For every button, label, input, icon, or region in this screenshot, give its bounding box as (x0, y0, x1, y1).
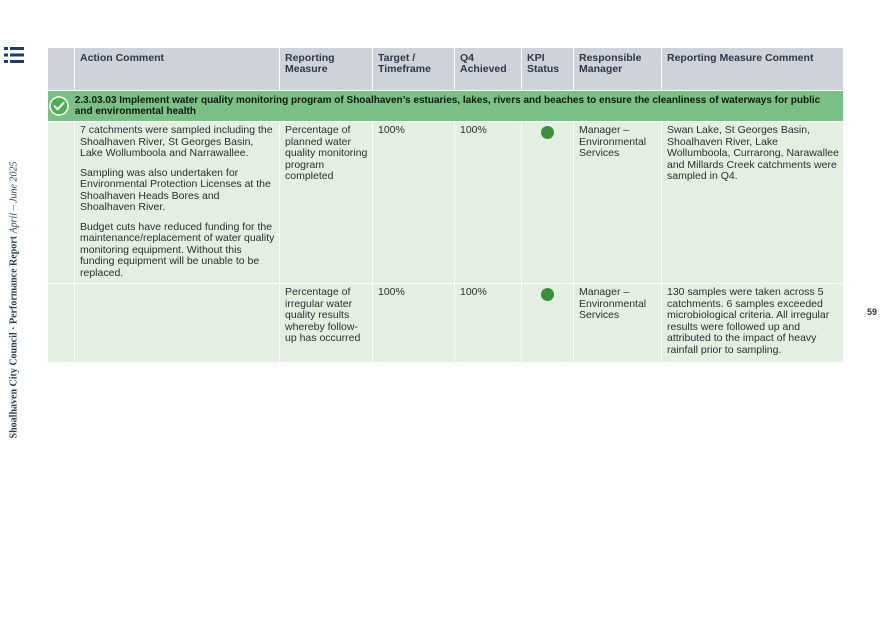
target-cell: 100% (372, 284, 454, 362)
row-gutter (48, 284, 74, 362)
measure-comment-cell: Swan Lake, St Georges Basin, Shoalhaven River, Lake Wollumboola, Currarong, Narawallee and Millards Creek catchments were sampled in Q4. (661, 122, 843, 283)
reporting-measure-cell: Percentage of planned water quality monitoring program completed (279, 122, 372, 283)
comment-paragraph: Sampling was also undertaken for Environmental Protection Licenses at the Shoalhaven Heads Bores and Shoalhaven River. (80, 166, 271, 213)
measure-comment-cell: 130 samples were taken across 5 catchments. 6 samples exceeded microbiological criteria. All irregular results were followed up and attributed to the impact of heavy rainfall prior to sampling. (661, 284, 843, 362)
list-menu-icon[interactable] (4, 46, 24, 64)
header-kpi-status: KPI Status (521, 48, 573, 90)
check-circle-icon (49, 96, 69, 116)
header-status-col (48, 48, 74, 90)
row-gutter (48, 122, 74, 283)
kpi-status-dot (541, 126, 554, 139)
action-row (48, 91, 843, 121)
table-header (48, 48, 843, 90)
action-comment-cell (74, 284, 279, 362)
kpi-status-cell (521, 122, 573, 283)
q4-achieved-cell: 100% (454, 122, 521, 283)
responsible-manager-cell: Manager – Environmental Services (573, 122, 661, 283)
page-number: 59 (867, 307, 878, 317)
q4-achieved-cell: 100% (454, 284, 521, 362)
target-cell: 100% (372, 122, 454, 283)
header-action-comment: Action Comment (74, 48, 279, 90)
action-title: 2.3.03.03 Implement water quality monitoring program of Shoalhaven’s estuaries, lakes, rivers and beaches to ensure the cleanliness of waterways for public and environmental health (74, 95, 821, 117)
kpi-status-dot (541, 288, 554, 301)
comment-paragraph: Budget cuts have reduced funding for the maintenance/replacement of water quality monitoring equipment. Without this funding equipment will be unable to be replaced. (80, 220, 275, 279)
table-row (48, 283, 843, 362)
report-period: April – June 2025 (8, 161, 20, 234)
header-reporting-measure: Reporting Measure (279, 48, 372, 90)
report-running-title (9, 162, 20, 439)
kpi-status-cell (521, 284, 573, 362)
header-q4-achieved: Q4 Achieved (454, 48, 521, 90)
performance-table (48, 48, 843, 362)
table-row (48, 121, 843, 283)
action-status-cell (48, 96, 71, 116)
action-comment-cell (74, 122, 279, 283)
reporting-measure-cell: Percentage of irregular water quality results whereby follow-up has occurred (279, 284, 372, 362)
responsible-manager-cell: Manager – Environmental Services (573, 284, 661, 362)
header-responsible-manager: Responsible Manager (573, 48, 661, 90)
comment-paragraph: 7 catchments were sampled including the Shoalhaven River, St Georges Basin, Lake Wollumboola and Narrawallee. (80, 124, 273, 159)
report-title: Shoalhaven City Council · Performance Report (8, 233, 20, 439)
header-measure-comment: Reporting Measure Comment (661, 48, 843, 90)
header-target: Target / Timeframe (372, 48, 454, 90)
